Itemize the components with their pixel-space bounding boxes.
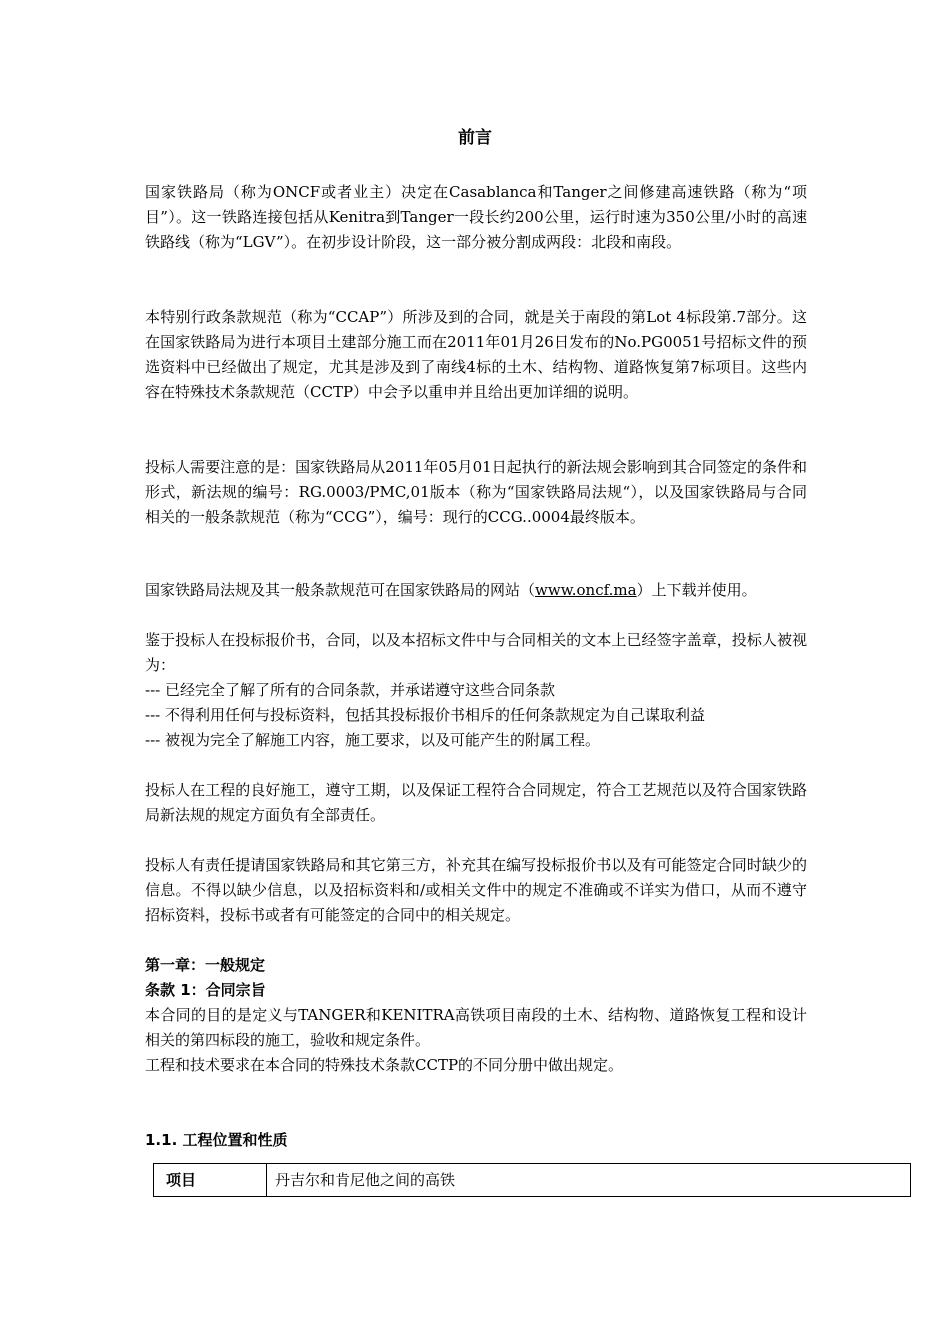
paragraph-text: 国家铁路局（称为ONCF或者业主）决定在Casablanca和Tanger之间修建高速铁路（称为“项目”）。这一铁路连接包括从Kenitra到Tanger一段长约200公里，运行时速为350公里/小时的高速铁路线（称为“LGV”）。在初步设计阶段，这一部分被分割成两段：北段和南段。 <box>145 183 807 251</box>
page-title: 前言 <box>458 128 492 148</box>
table-cell-value: 丹吉尔和肯尼他之间的高铁 <box>275 1171 456 1189</box>
text-after-link: ）上下载并使用。 <box>636 581 757 599</box>
project-table-row <box>153 1163 911 1197</box>
article-heading: 条款 1：合同宗旨 <box>145 981 266 999</box>
paragraph-text <box>145 578 807 603</box>
intro-paragraph-1 <box>145 180 807 255</box>
article-text-2: 工程和技术要求在本合同的特殊技术条款CCTP的不同分册中做出规定。 <box>145 1056 624 1074</box>
list-item: --- 不得利用任何与投标资料，包括其投标报价书相斥的任何条款规定为自己谋取利益 <box>145 706 705 724</box>
paragraph-text: 投标人需要注意的是：国家铁路局从2011年05月01日起执行的新法规会影响到其合同签定的条件和形式，新法规的编号：RG.0003/PMC,01版本（称为“国家铁路局法规“），以及国家铁路局与合同相关的一般条款规范（称为“CCG”），编号：现行的CCG..0004最终版本。 <box>145 458 807 526</box>
chapter-1-section <box>145 953 807 1078</box>
chapter-heading: 第一章：一般规定 <box>145 956 266 974</box>
section-heading: 1.1. 工程位置和性质 <box>145 1131 288 1149</box>
paragraph-lead: 鉴于投标人在投标报价书，合同，以及本招标文件中与合同相关的文本上已经签字盖章，投标人被视为： <box>145 631 807 674</box>
paragraph-text: 本特别行政条款规范（称为“CCAP”）所涉及到的合同，就是关于南段的第Lot 4标段第.7部分。这在国家铁路局为进行本项目土建部分施工而在2011年01月26日发布的No.PG0051号招标文件的预选资料中已经做出了规定，尤其是涉及到了南线4标的土木、结构物、道路恢复第7标项目。这些内容在特殊技术条款规范（CCTP）中会予以重申并且给出更加详细的说明。 <box>145 308 807 401</box>
list-item: --- 被视为完全了解施工内容，施工要求，以及可能产生的附属工程。 <box>145 731 600 749</box>
paragraph-text: 投标人在工程的良好施工，遵守工期，以及保证工程符合合同规定，符合工艺规范以及符合国家铁路局新法规的规定方面负有全部责任。 <box>145 781 807 824</box>
intro-paragraph-6 <box>145 778 807 828</box>
article-text-1: 本合同的目的是定义与TANGER和KENITRA高铁项目南段的土木、结构物、道路恢复工程和设计相关的第四标段的施工，验收和规定条件。 <box>145 1006 807 1049</box>
oncf-website-link[interactable]: www.oncf.ma <box>535 581 637 599</box>
intro-paragraph-3 <box>145 455 807 530</box>
intro-paragraph-4 <box>145 578 807 603</box>
text-before-link: 国家铁路局法规及其一般条款规范可在国家铁路局的网站（ <box>145 581 536 599</box>
table-cell-label: 项目 <box>154 1164 267 1196</box>
intro-paragraph-2 <box>145 305 807 405</box>
list-item: --- 已经完全了解了所有的合同条款，并承诺遵守这些合同条款 <box>145 681 555 699</box>
intro-paragraph-7 <box>145 853 807 928</box>
intro-paragraph-5 <box>145 628 807 753</box>
paragraph-text: 投标人有责任提请国家铁路局和其它第三方，补充其在编写投标报价书以及有可能签定合同时缺少的信息。不得以缺少信息，以及招标资料和/或相关文件中的规定不准确或不详实为借口，从而不遵守招标资料，投标书或者有可能签定的合同中的相关规定。 <box>145 856 807 924</box>
